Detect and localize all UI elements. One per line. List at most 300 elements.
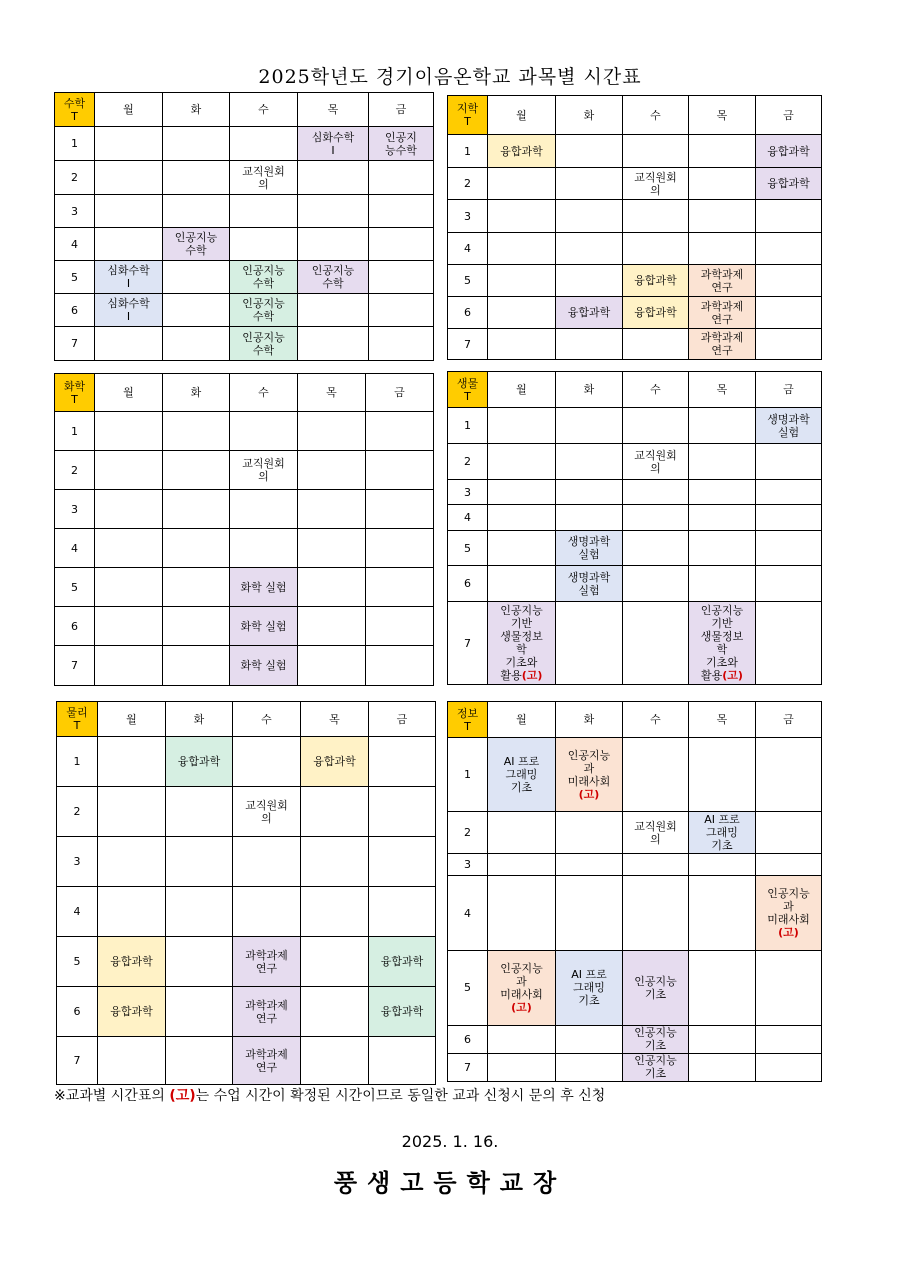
empty-cell: [230, 412, 298, 451]
empty-cell: [163, 646, 230, 686]
empty-cell: [756, 854, 822, 876]
class-text: 융합과학: [110, 1005, 153, 1018]
class-text: 융합과학: [177, 755, 221, 768]
class-text: 생명과학: [567, 535, 611, 548]
empty-cell: [689, 444, 756, 480]
empty-cell: [298, 490, 366, 529]
empty-cell: [298, 195, 369, 228]
period-number: 5: [448, 265, 488, 297]
subject-label-line: T: [73, 719, 81, 732]
empty-cell: [95, 412, 163, 451]
period-row: [57, 787, 436, 837]
class-text: 실험: [777, 425, 800, 439]
class-text: 인공지능: [242, 330, 285, 344]
period-row: [57, 1037, 436, 1085]
class-cell: [95, 294, 163, 327]
period-number: 4: [55, 529, 95, 568]
class-text: 그래밍: [706, 826, 738, 840]
subject-label-line: T: [464, 389, 471, 403]
class-text: 활용: [500, 669, 522, 682]
empty-cell: [689, 566, 756, 602]
empty-cell: [689, 876, 756, 951]
empty-cell: [163, 529, 230, 568]
empty-cell: [98, 887, 166, 937]
class-cell: [98, 937, 166, 987]
day-header: 금: [756, 372, 822, 408]
timetable-grid: [447, 371, 822, 685]
footnote-mark: (고): [169, 1088, 196, 1104]
period-row: [448, 738, 822, 812]
physics-timetable: [56, 701, 435, 1084]
empty-cell: [166, 1037, 233, 1085]
class-cell: [689, 265, 756, 297]
class-cell: [163, 228, 230, 261]
period-row: [55, 412, 434, 451]
period-row: [448, 200, 822, 233]
period-number: 2: [55, 451, 95, 490]
empty-cell: [488, 811, 556, 853]
class-text: 연구: [711, 344, 733, 357]
class-text: 수학: [252, 277, 275, 290]
class-text: 과학과제: [700, 299, 744, 313]
class-text: 능수학: [385, 143, 417, 157]
empty-cell: [95, 161, 163, 195]
empty-cell: [95, 529, 163, 568]
empty-cell: [756, 444, 822, 480]
day-header: 목: [298, 93, 369, 127]
empty-cell: [163, 127, 230, 161]
empty-cell: [95, 646, 163, 686]
empty-cell: [369, 161, 434, 195]
subject-label-line: T: [464, 719, 471, 733]
class-text: 과: [516, 974, 527, 988]
empty-cell: [163, 195, 230, 228]
empty-cell: [298, 529, 366, 568]
class-text: 과학과제: [700, 267, 744, 281]
class-text: 의: [650, 183, 661, 197]
empty-cell: [488, 233, 556, 265]
class-text: 의: [650, 461, 661, 475]
empty-cell: [95, 327, 163, 361]
class-cell: [756, 876, 822, 951]
class-text: 기반: [711, 617, 733, 630]
empty-cell: [95, 568, 163, 607]
period-number: 3: [57, 837, 98, 887]
period-row: [448, 854, 822, 876]
period-row: [55, 127, 434, 161]
empty-cell: [98, 787, 166, 837]
class-text: AI 프로: [704, 813, 740, 827]
timetable-grid: [447, 95, 822, 360]
class-text: 융합과학: [500, 144, 543, 158]
subject-label-line: 생물: [456, 376, 479, 390]
class-text: 인공지능: [500, 604, 543, 617]
class-cell: [689, 297, 756, 329]
class-cell: [298, 261, 369, 294]
empty-cell: [95, 127, 163, 161]
class-cell: [233, 937, 301, 987]
class-text: 미래사회: [500, 987, 543, 1001]
period-row: [55, 646, 434, 686]
period-number: 1: [448, 738, 488, 812]
empty-cell: [163, 568, 230, 607]
class-cell: [623, 168, 689, 200]
subject-label: [448, 96, 488, 135]
period-number: 2: [448, 811, 488, 853]
class-text: 수학: [252, 310, 275, 323]
class-text: 연구: [711, 312, 733, 326]
class-cell: [689, 329, 756, 360]
empty-cell: [488, 1025, 556, 1053]
day-header: 월: [95, 93, 163, 127]
period-number: 4: [57, 887, 98, 937]
class-text: I: [331, 143, 335, 157]
period-row: [448, 329, 822, 360]
class-cell: [689, 602, 756, 685]
class-text: 융합과학: [634, 306, 677, 319]
period-row: [448, 480, 822, 505]
day-header: 목: [689, 702, 756, 738]
empty-cell: [298, 607, 366, 646]
class-text: 인공지능: [242, 264, 285, 277]
period-number: 4: [448, 233, 488, 265]
class-text: 기초와: [706, 656, 738, 669]
class-text: 연구: [255, 1011, 278, 1025]
empty-cell: [756, 329, 822, 360]
class-text: 기초와: [505, 656, 538, 669]
timetable-grid: [54, 373, 434, 686]
class-text: 교직원회: [242, 164, 285, 178]
class-text: 융합과학: [380, 955, 424, 968]
class-text: 과학과제: [245, 1047, 288, 1061]
subject-label: [55, 93, 95, 127]
empty-cell: [689, 408, 756, 444]
empty-cell: [95, 451, 163, 490]
empty-cell: [488, 480, 556, 505]
empty-cell: [556, 811, 623, 853]
class-text: 융합과학: [380, 1005, 424, 1018]
class-cell: [623, 265, 689, 297]
empty-cell: [298, 568, 366, 607]
class-cell: [230, 607, 298, 646]
class-text: 생명과학: [567, 570, 611, 584]
empty-cell: [366, 451, 434, 490]
empty-cell: [756, 480, 822, 505]
confirmed-mark: (고): [521, 669, 543, 682]
empty-cell: [689, 531, 756, 566]
subject-label-line: T: [464, 115, 471, 128]
empty-cell: [556, 329, 623, 360]
period-number: 4: [448, 505, 488, 531]
class-text: 융합과학: [110, 955, 153, 968]
empty-cell: [166, 837, 233, 887]
class-cell: [369, 937, 436, 987]
class-text: 융합과학: [634, 274, 677, 287]
empty-cell: [756, 811, 822, 853]
class-cell: [623, 1025, 689, 1053]
class-cell: [230, 327, 298, 361]
empty-cell: [488, 566, 556, 602]
class-cell: [233, 1037, 301, 1085]
period-row: [57, 937, 436, 987]
empty-cell: [623, 135, 689, 168]
day-header: 수: [230, 374, 298, 412]
class-text: 인공지능: [174, 231, 218, 244]
principal-signature: 풍생고등학교장: [333, 1169, 567, 1197]
period-row: [448, 602, 822, 685]
class-text: 인공지: [385, 130, 417, 144]
period-number: 2: [448, 168, 488, 200]
class-cell: [95, 261, 163, 294]
class-cell: [488, 135, 556, 168]
period-row: [55, 294, 434, 327]
period-row: [55, 161, 434, 195]
class-text: 실험: [578, 548, 600, 561]
period-row: [448, 811, 822, 853]
class-text: 심화수학: [107, 264, 150, 277]
class-text: 연구: [255, 961, 278, 975]
class-text: 기초: [644, 987, 667, 1001]
class-text: 의: [258, 177, 269, 191]
class-text: 융합과학: [767, 144, 810, 158]
empty-cell: [488, 876, 556, 951]
empty-cell: [166, 787, 233, 837]
empty-cell: [488, 168, 556, 200]
class-text: 심화수학: [311, 130, 355, 144]
empty-cell: [488, 444, 556, 480]
period-number: 7: [57, 1037, 98, 1085]
empty-cell: [556, 854, 623, 876]
empty-cell: [163, 490, 230, 529]
period-number: 6: [448, 566, 488, 602]
class-cell: [166, 737, 233, 787]
empty-cell: [689, 480, 756, 505]
empty-cell: [301, 787, 369, 837]
period-number: 5: [57, 937, 98, 987]
period-row: [57, 987, 436, 1037]
day-header: 화: [166, 702, 233, 737]
class-cell: [369, 987, 436, 1037]
class-text: 학: [516, 643, 527, 656]
day-header: 수: [623, 96, 689, 135]
period-number: 7: [448, 329, 488, 360]
period-number: 1: [448, 135, 488, 168]
period-row: [448, 444, 822, 480]
period-row: [55, 261, 434, 294]
class-cell: [230, 261, 298, 294]
empty-cell: [623, 200, 689, 233]
empty-cell: [369, 261, 434, 294]
footnote-suffix: 는 수업 시간이 확정된 시간이므로 동일한 교과 신청시 문의 후 신청: [195, 1088, 606, 1104]
period-number: 1: [55, 412, 95, 451]
class-text: 화학 실험: [240, 619, 287, 633]
period-number: 3: [448, 480, 488, 505]
empty-cell: [98, 1037, 166, 1085]
empty-cell: [623, 531, 689, 566]
confirmed-mark: (고): [778, 926, 799, 940]
day-header: 목: [298, 374, 366, 412]
subject-label-line: 수학: [63, 96, 86, 110]
empty-cell: [488, 265, 556, 297]
empty-cell: [556, 233, 623, 265]
empty-cell: [95, 607, 163, 646]
class-text: 그래밍: [505, 768, 538, 782]
empty-cell: [556, 1053, 623, 1081]
period-row: [55, 451, 434, 490]
period-number: 2: [448, 444, 488, 480]
period-number: 4: [55, 228, 95, 261]
class-cell: [623, 950, 689, 1025]
empty-cell: [488, 297, 556, 329]
class-text: 기반: [510, 617, 533, 630]
empty-cell: [623, 233, 689, 265]
day-header: 수: [623, 702, 689, 738]
subject-label: [448, 372, 488, 408]
class-text: 수학: [322, 277, 344, 290]
class-text: 학: [716, 643, 728, 656]
class-text: 인공지능: [500, 961, 543, 975]
class-text: 의: [258, 470, 269, 483]
confirmed-mark: (고): [578, 787, 600, 801]
empty-cell: [301, 887, 369, 937]
class-cell: [689, 811, 756, 853]
period-number: 2: [55, 161, 95, 195]
class-text: 교직원회: [242, 457, 285, 470]
period-row: [55, 195, 434, 228]
empty-cell: [488, 505, 556, 531]
empty-cell: [163, 261, 230, 294]
empty-cell: [756, 505, 822, 531]
period-row: [448, 265, 822, 297]
class-cell: [488, 738, 556, 812]
class-text: 인공지능: [634, 974, 677, 988]
class-text: I: [126, 310, 131, 323]
day-header: 월: [488, 96, 556, 135]
empty-cell: [623, 876, 689, 951]
empty-cell: [98, 837, 166, 887]
class-text: 의: [650, 832, 661, 846]
chemistry-timetable: [54, 373, 433, 685]
class-cell: [230, 294, 298, 327]
period-number: 1: [448, 408, 488, 444]
empty-cell: [369, 228, 434, 261]
day-header: 화: [556, 372, 623, 408]
empty-cell: [95, 228, 163, 261]
class-cell: [230, 568, 298, 607]
class-cell: [556, 738, 623, 812]
period-row: [57, 737, 436, 787]
period-number: 5: [55, 261, 95, 294]
empty-cell: [623, 480, 689, 505]
period-row: [448, 566, 822, 602]
period-number: 4: [448, 876, 488, 951]
period-number: 1: [55, 127, 95, 161]
empty-cell: [369, 887, 436, 937]
class-cell: [556, 297, 623, 329]
empty-cell: [163, 294, 230, 327]
class-text: I: [126, 277, 131, 290]
class-cell: [556, 566, 623, 602]
period-number: 6: [55, 607, 95, 646]
empty-cell: [756, 602, 822, 685]
period-number: 3: [448, 854, 488, 876]
empty-cell: [166, 987, 233, 1037]
period-row: [448, 531, 822, 566]
class-text: 인공지능: [242, 297, 285, 310]
empty-cell: [298, 327, 369, 361]
class-text: 기초: [510, 781, 533, 795]
class-text: 생물정보: [700, 630, 744, 643]
timetable-grid: [56, 701, 436, 1085]
class-text: 그래밍: [573, 981, 605, 995]
period-row: [448, 505, 822, 531]
class-cell: [230, 646, 298, 686]
class-text: AI 프로: [503, 755, 540, 769]
empty-cell: [301, 987, 369, 1037]
empty-cell: [623, 738, 689, 812]
day-header: 목: [301, 702, 369, 737]
empty-cell: [366, 490, 434, 529]
day-header: 금: [756, 96, 822, 135]
empty-cell: [756, 1053, 822, 1081]
empty-cell: [366, 568, 434, 607]
class-text: 미래사회: [767, 913, 810, 927]
empty-cell: [233, 837, 301, 887]
subject-label-line: T: [71, 392, 78, 406]
class-text: 과: [583, 761, 595, 775]
subject-label-line: 물리: [66, 706, 88, 719]
empty-cell: [298, 228, 369, 261]
period-number: 6: [57, 987, 98, 1037]
period-row: [55, 228, 434, 261]
class-cell: [556, 531, 623, 566]
footnote-prefix: ※교과별 시간표의: [54, 1088, 170, 1104]
period-number: 2: [57, 787, 98, 837]
empty-cell: [623, 566, 689, 602]
class-text: 교직원회: [634, 819, 677, 833]
period-row: [448, 135, 822, 168]
math-timetable: [54, 92, 433, 360]
empty-cell: [366, 529, 434, 568]
empty-cell: [756, 265, 822, 297]
empty-cell: [488, 408, 556, 444]
class-text: 인공지능: [767, 887, 810, 901]
empty-cell: [230, 529, 298, 568]
subject-label: [448, 702, 488, 738]
class-text: 인공지능: [634, 1026, 677, 1040]
empty-cell: [689, 738, 756, 812]
class-text: 과학과제: [700, 331, 744, 344]
period-row: [55, 568, 434, 607]
empty-cell: [556, 200, 623, 233]
class-text: 기초: [711, 839, 733, 853]
empty-cell: [689, 135, 756, 168]
empty-cell: [756, 297, 822, 329]
day-header: 월: [488, 372, 556, 408]
period-number: 5: [55, 568, 95, 607]
class-text: 연구: [255, 1060, 278, 1074]
class-text: 연구: [711, 280, 733, 294]
empty-cell: [689, 1025, 756, 1053]
period-number: 6: [448, 1025, 488, 1053]
document-date: 2025. 1. 16.: [401, 1132, 499, 1151]
class-text: 수학: [252, 343, 275, 357]
empty-cell: [163, 161, 230, 195]
class-text: 실험: [578, 583, 600, 597]
empty-cell: [298, 294, 369, 327]
confirmed-mark: (고): [511, 1000, 532, 1014]
empty-cell: [230, 195, 298, 228]
